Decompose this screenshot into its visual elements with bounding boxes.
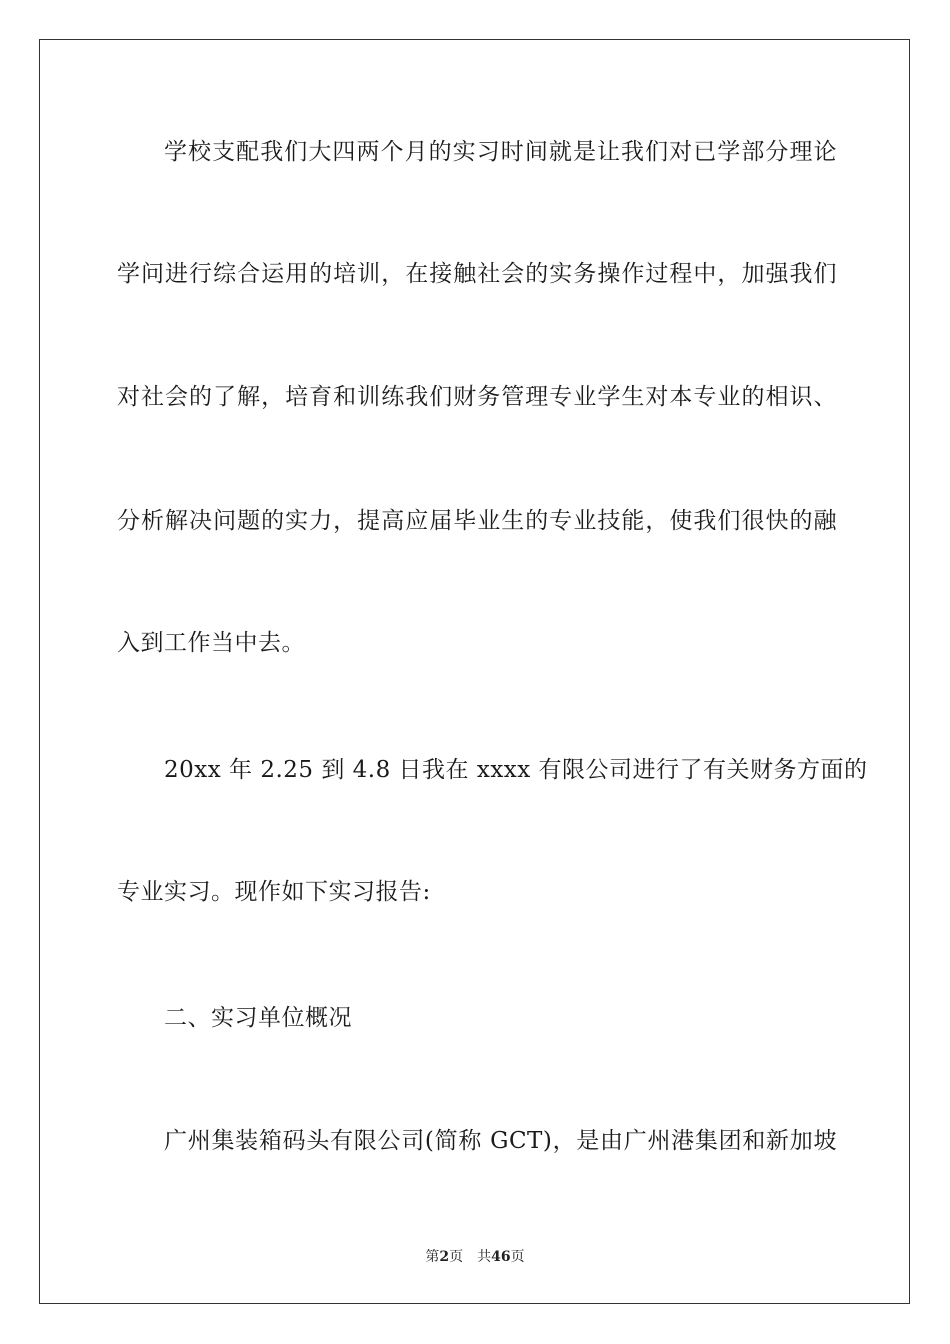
footer-total-suffix: 页 [510,1249,525,1265]
footer-page-prefix: 第 [425,1249,440,1265]
page-border [39,39,910,1304]
paragraph-2-line-1: 20xx 年 2.25 到 4.8 日我在 xxxx 有限公司进行了有关财务方面的 [164,757,868,783]
paragraph-1-line-1: 学校支配我们大四两个月的实习时间就是让我们对已学部分理论 [164,139,837,165]
paragraph-1-line-3: 对社会的了解，培育和训练我们财务管理专业学生对本专业的相识、 [117,384,837,410]
footer-page-suffix: 页 [449,1249,464,1265]
paragraph-1-line-4: 分析解决问题的实力，提高应届毕业生的专业技能，使我们很快的融 [117,508,837,534]
footer-total-prefix: 共 [477,1249,492,1265]
page-footer [0,1247,950,1267]
section-heading: 二、实习单位概况 [164,1005,352,1031]
footer-page-number: 2 [439,1249,450,1265]
paragraph-2-line-2: 专业实习。现作如下实习报告: [117,879,431,905]
paragraph-1-line-2: 学问进行综合运用的培训，在接触社会的实务操作过程中，加强我们 [117,261,837,287]
paragraph-4-line-1: 广州集装箱码头有限公司(简称 GCT)，是由广州港集团和新加坡 [164,1128,837,1154]
footer-total-pages: 46 [491,1249,511,1265]
paragraph-1-line-5: 入到工作当中去。 [117,630,305,656]
